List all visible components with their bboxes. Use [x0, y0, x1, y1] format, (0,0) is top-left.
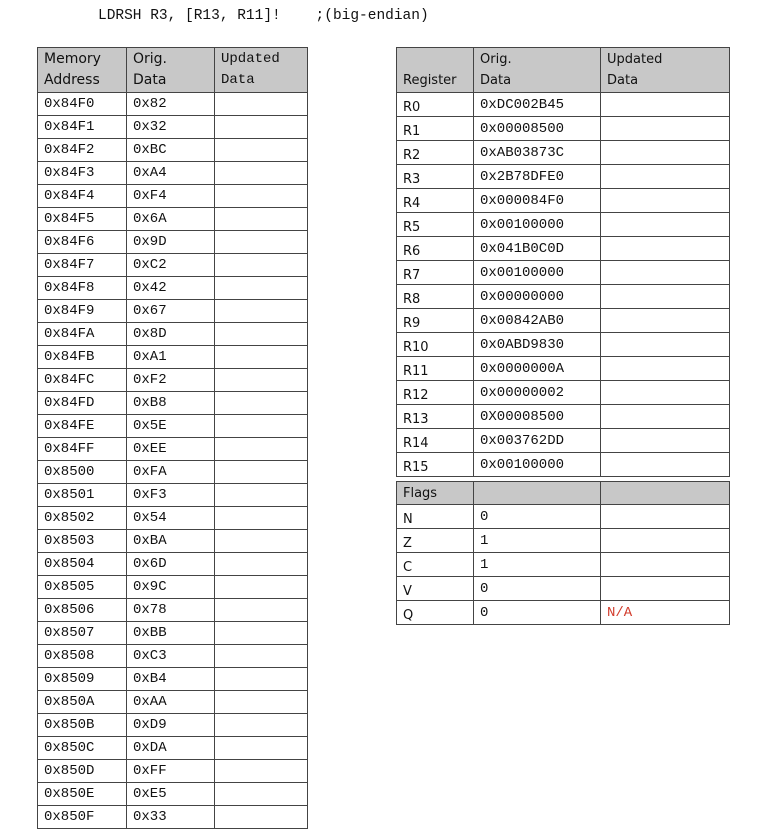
memory-row: [38, 461, 308, 484]
memory-updated-data-cell[interactable]: [215, 277, 308, 300]
memory-updated-data-cell[interactable]: [215, 714, 308, 737]
memory-row: [38, 438, 308, 461]
register-row: [397, 429, 730, 453]
register-table-header: [397, 48, 730, 93]
register-name-cell: R7: [397, 261, 474, 285]
memory-row: [38, 254, 308, 277]
memory-address-cell: 0x850F: [38, 806, 127, 829]
memory-orig-data-cell: 0xC3: [127, 645, 215, 668]
register-row: [397, 117, 730, 141]
flag-orig-cell: 0: [474, 601, 601, 625]
header-flags-orig: [474, 482, 601, 505]
memory-address-cell: 0x8503: [38, 530, 127, 553]
memory-row: [38, 576, 308, 599]
flag-updated-cell[interactable]: [601, 577, 730, 601]
memory-updated-data-cell[interactable]: [215, 254, 308, 277]
memory-orig-data-cell: 0xA4: [127, 162, 215, 185]
memory-address-cell: 0x84FA: [38, 323, 127, 346]
memory-updated-data-cell[interactable]: [215, 576, 308, 599]
memory-orig-data-cell: 0xB8: [127, 392, 215, 415]
memory-orig-data-cell: 0x33: [127, 806, 215, 829]
register-row: [397, 189, 730, 213]
register-row: [397, 165, 730, 189]
memory-orig-data-cell: 0xE5: [127, 783, 215, 806]
memory-orig-data-cell: 0xEE: [127, 438, 215, 461]
memory-address-cell: 0x84F3: [38, 162, 127, 185]
memory-orig-data-cell: 0x8D: [127, 323, 215, 346]
header-reg-orig-data: Orig. Data: [474, 48, 601, 93]
register-updated-data-cell[interactable]: [601, 261, 730, 285]
register-updated-data-cell[interactable]: [601, 309, 730, 333]
register-orig-data-cell: 0xDC002B45: [474, 93, 601, 117]
flag-orig-cell: 0: [474, 577, 601, 601]
register-name-cell: R4: [397, 189, 474, 213]
register-name-cell: R11: [397, 357, 474, 381]
flag-updated-cell[interactable]: [601, 505, 730, 529]
instruction-comment: ;(big-endian): [315, 8, 429, 24]
memory-updated-data-cell[interactable]: [215, 622, 308, 645]
instruction-code: LDRSH R3, [R13, R11]!: [98, 8, 281, 24]
memory-updated-data-cell[interactable]: [215, 530, 308, 553]
register-updated-data-cell[interactable]: [601, 141, 730, 165]
register-updated-data-cell[interactable]: [601, 93, 730, 117]
header-register: Register: [397, 48, 474, 93]
flag-row: [397, 529, 730, 553]
memory-row: [38, 415, 308, 438]
register-name-cell: R1: [397, 117, 474, 141]
memory-row: [38, 599, 308, 622]
register-updated-data-cell[interactable]: [601, 333, 730, 357]
memory-row: [38, 622, 308, 645]
register-updated-data-cell[interactable]: [601, 213, 730, 237]
memory-orig-data-cell: 0xC2: [127, 254, 215, 277]
memory-updated-data-cell[interactable]: [215, 231, 308, 254]
memory-orig-data-cell: 0xBA: [127, 530, 215, 553]
register-name-cell: R0: [397, 93, 474, 117]
register-orig-data-cell: 0x000084F0: [474, 189, 601, 213]
register-updated-data-cell[interactable]: [601, 165, 730, 189]
memory-updated-data-cell[interactable]: [215, 783, 308, 806]
memory-address-cell: 0x84FE: [38, 415, 127, 438]
flag-row: [397, 553, 730, 577]
memory-row: [38, 691, 308, 714]
memory-address-cell: 0x8500: [38, 461, 127, 484]
register-name-cell: R12: [397, 381, 474, 405]
memory-updated-data-cell[interactable]: [215, 300, 308, 323]
memory-orig-data-cell: 0xF4: [127, 185, 215, 208]
memory-orig-data-cell: 0x82: [127, 93, 215, 116]
memory-updated-data-cell[interactable]: [215, 599, 308, 622]
memory-updated-data-cell[interactable]: [215, 806, 308, 829]
memory-row: [38, 645, 308, 668]
register-row: [397, 237, 730, 261]
header-reg-updated-data: Updated Data: [601, 48, 730, 93]
memory-orig-data-cell: 0xAA: [127, 691, 215, 714]
memory-updated-data-cell[interactable]: [215, 93, 308, 116]
memory-orig-data-cell: 0xD9: [127, 714, 215, 737]
memory-address-cell: 0x84F0: [38, 93, 127, 116]
register-name-cell: R10: [397, 333, 474, 357]
register-orig-data-cell: 0x00842AB0: [474, 309, 601, 333]
memory-address-cell: 0x84F8: [38, 277, 127, 300]
register-orig-data-cell: 0x00008500: [474, 117, 601, 141]
memory-row: [38, 484, 308, 507]
memory-address-cell: 0x84FF: [38, 438, 127, 461]
memory-row: [38, 116, 308, 139]
memory-orig-data-cell: 0x6D: [127, 553, 215, 576]
memory-updated-data-cell[interactable]: [215, 392, 308, 415]
register-table: [396, 47, 730, 477]
memory-address-cell: 0x84F2: [38, 139, 127, 162]
memory-updated-data-cell[interactable]: [215, 139, 308, 162]
memory-address-cell: 0x8508: [38, 645, 127, 668]
flag-row: [397, 505, 730, 529]
memory-row: [38, 369, 308, 392]
memory-address-cell: 0x84F6: [38, 231, 127, 254]
register-orig-data-cell: 0X00008500: [474, 405, 601, 429]
memory-orig-data-cell: 0x9D: [127, 231, 215, 254]
memory-orig-data-cell: 0x5E: [127, 415, 215, 438]
memory-address-cell: 0x8505: [38, 576, 127, 599]
register-updated-data-cell[interactable]: [601, 357, 730, 381]
memory-row: [38, 208, 308, 231]
register-name-cell: R6: [397, 237, 474, 261]
header-memory-address: Memory Address: [38, 48, 127, 93]
memory-row: [38, 300, 308, 323]
flag-updated-cell[interactable]: [601, 553, 730, 577]
memory-orig-data-cell: 0xF3: [127, 484, 215, 507]
flag-row: [397, 601, 730, 625]
memory-updated-data-cell[interactable]: [215, 323, 308, 346]
memory-row: [38, 737, 308, 760]
memory-address-cell: 0x84F1: [38, 116, 127, 139]
header-flags: Flags: [397, 482, 474, 505]
register-orig-data-cell: 0x00100000: [474, 213, 601, 237]
register-name-cell: R13: [397, 405, 474, 429]
memory-updated-data-cell[interactable]: [215, 438, 308, 461]
memory-updated-data-cell[interactable]: [215, 668, 308, 691]
register-updated-data-cell[interactable]: [601, 429, 730, 453]
memory-row: [38, 185, 308, 208]
memory-updated-data-cell[interactable]: [215, 208, 308, 231]
flag-name-cell: Z: [397, 529, 474, 553]
memory-row: [38, 346, 308, 369]
memory-orig-data-cell: 0x78: [127, 599, 215, 622]
flag-name-cell: C: [397, 553, 474, 577]
memory-updated-data-cell[interactable]: [215, 553, 308, 576]
register-updated-data-cell[interactable]: [601, 381, 730, 405]
flag-name-cell: N: [397, 505, 474, 529]
memory-address-cell: 0x84FD: [38, 392, 127, 415]
memory-updated-data-cell[interactable]: [215, 369, 308, 392]
memory-row: [38, 783, 308, 806]
memory-updated-data-cell[interactable]: [215, 461, 308, 484]
memory-updated-data-cell[interactable]: [215, 185, 308, 208]
memory-orig-data-cell: 0xBC: [127, 139, 215, 162]
memory-row: [38, 714, 308, 737]
memory-address-cell: 0x84FC: [38, 369, 127, 392]
memory-address-cell: 0x8506: [38, 599, 127, 622]
register-orig-data-cell: 0x00100000: [474, 453, 601, 477]
header-updated-data: Updated Data: [215, 48, 308, 93]
register-name-cell: R9: [397, 309, 474, 333]
memory-address-cell: 0x84F9: [38, 300, 127, 323]
memory-address-cell: 0x850B: [38, 714, 127, 737]
memory-row: [38, 760, 308, 783]
register-updated-data-cell[interactable]: [601, 117, 730, 141]
memory-orig-data-cell: 0x32: [127, 116, 215, 139]
memory-address-cell: 0x850C: [38, 737, 127, 760]
memory-row: [38, 507, 308, 530]
memory-orig-data-cell: 0xDA: [127, 737, 215, 760]
memory-updated-data-cell[interactable]: [215, 415, 308, 438]
register-row: [397, 261, 730, 285]
flags-table-header: [397, 482, 730, 505]
flag-name-cell: Q: [397, 601, 474, 625]
memory-orig-data-cell: 0x9C: [127, 576, 215, 599]
header-orig-data: Orig. Data: [127, 48, 215, 93]
memory-updated-data-cell[interactable]: [215, 645, 308, 668]
memory-orig-data-cell: 0xF2: [127, 369, 215, 392]
memory-updated-data-cell[interactable]: [215, 116, 308, 139]
memory-orig-data-cell: 0xA1: [127, 346, 215, 369]
memory-table: [37, 47, 308, 829]
instruction-line: [98, 8, 429, 24]
flag-updated-cell[interactable]: [601, 529, 730, 553]
register-name-cell: R8: [397, 285, 474, 309]
register-orig-data-cell: 0x041B0C0D: [474, 237, 601, 261]
memory-updated-data-cell[interactable]: [215, 346, 308, 369]
memory-table-header: [38, 48, 308, 93]
memory-row: [38, 392, 308, 415]
register-row: [397, 141, 730, 165]
register-orig-data-cell: 0x0000000A: [474, 357, 601, 381]
register-updated-data-cell[interactable]: [601, 189, 730, 213]
register-name-cell: R14: [397, 429, 474, 453]
memory-row: [38, 162, 308, 185]
memory-address-cell: 0x8509: [38, 668, 127, 691]
memory-updated-data-cell[interactable]: [215, 507, 308, 530]
memory-address-cell: 0x8504: [38, 553, 127, 576]
memory-row: [38, 93, 308, 116]
memory-row: [38, 553, 308, 576]
register-updated-data-cell[interactable]: [601, 453, 730, 477]
memory-row: [38, 668, 308, 691]
register-orig-data-cell: 0x00000002: [474, 381, 601, 405]
register-row: [397, 381, 730, 405]
flag-na-label: N/A: [601, 601, 730, 625]
memory-updated-data-cell[interactable]: [215, 760, 308, 783]
register-row: [397, 357, 730, 381]
register-orig-data-cell: 0x0ABD9830: [474, 333, 601, 357]
memory-orig-data-cell: 0x67: [127, 300, 215, 323]
memory-address-cell: 0x84F5: [38, 208, 127, 231]
memory-orig-data-cell: 0xBB: [127, 622, 215, 645]
memory-updated-data-cell[interactable]: [215, 484, 308, 507]
memory-row: [38, 530, 308, 553]
register-orig-data-cell: 0x00100000: [474, 261, 601, 285]
memory-orig-data-cell: 0xB4: [127, 668, 215, 691]
memory-orig-data-cell: 0x54: [127, 507, 215, 530]
memory-orig-data-cell: 0xFF: [127, 760, 215, 783]
register-row: [397, 453, 730, 477]
memory-address-cell: 0x8501: [38, 484, 127, 507]
register-name-cell: R2: [397, 141, 474, 165]
register-row: [397, 93, 730, 117]
memory-row: [38, 277, 308, 300]
register-row: [397, 405, 730, 429]
register-orig-data-cell: 0x00000000: [474, 285, 601, 309]
memory-address-cell: 0x8502: [38, 507, 127, 530]
register-row: [397, 213, 730, 237]
memory-orig-data-cell: 0x42: [127, 277, 215, 300]
register-updated-data-cell[interactable]: [601, 405, 730, 429]
memory-orig-data-cell: 0x6A: [127, 208, 215, 231]
memory-updated-data-cell[interactable]: [215, 691, 308, 714]
register-name-cell: R15: [397, 453, 474, 477]
register-name-cell: R3: [397, 165, 474, 189]
memory-address-cell: 0x850D: [38, 760, 127, 783]
flag-orig-cell: 0: [474, 505, 601, 529]
register-orig-data-cell: 0xAB03873C: [474, 141, 601, 165]
memory-row: [38, 806, 308, 829]
flag-orig-cell: 1: [474, 553, 601, 577]
register-orig-data-cell: 0x003762DD: [474, 429, 601, 453]
register-row: [397, 285, 730, 309]
flag-name-cell: V: [397, 577, 474, 601]
register-orig-data-cell: 0x2B78DFE0: [474, 165, 601, 189]
header-flags-updated: [601, 482, 730, 505]
register-updated-data-cell[interactable]: [601, 285, 730, 309]
memory-orig-data-cell: 0xFA: [127, 461, 215, 484]
register-row: [397, 309, 730, 333]
memory-address-cell: 0x84FB: [38, 346, 127, 369]
memory-address-cell: 0x850E: [38, 783, 127, 806]
memory-row: [38, 231, 308, 254]
flag-row: [397, 577, 730, 601]
register-updated-data-cell[interactable]: [601, 237, 730, 261]
register-name-cell: R5: [397, 213, 474, 237]
register-row: [397, 333, 730, 357]
memory-updated-data-cell[interactable]: [215, 162, 308, 185]
memory-row: [38, 139, 308, 162]
memory-address-cell: 0x850A: [38, 691, 127, 714]
memory-row: [38, 323, 308, 346]
flags-table: [396, 481, 730, 625]
memory-address-cell: 0x84F7: [38, 254, 127, 277]
memory-updated-data-cell[interactable]: [215, 737, 308, 760]
memory-address-cell: 0x84F4: [38, 185, 127, 208]
memory-address-cell: 0x8507: [38, 622, 127, 645]
flag-orig-cell: 1: [474, 529, 601, 553]
